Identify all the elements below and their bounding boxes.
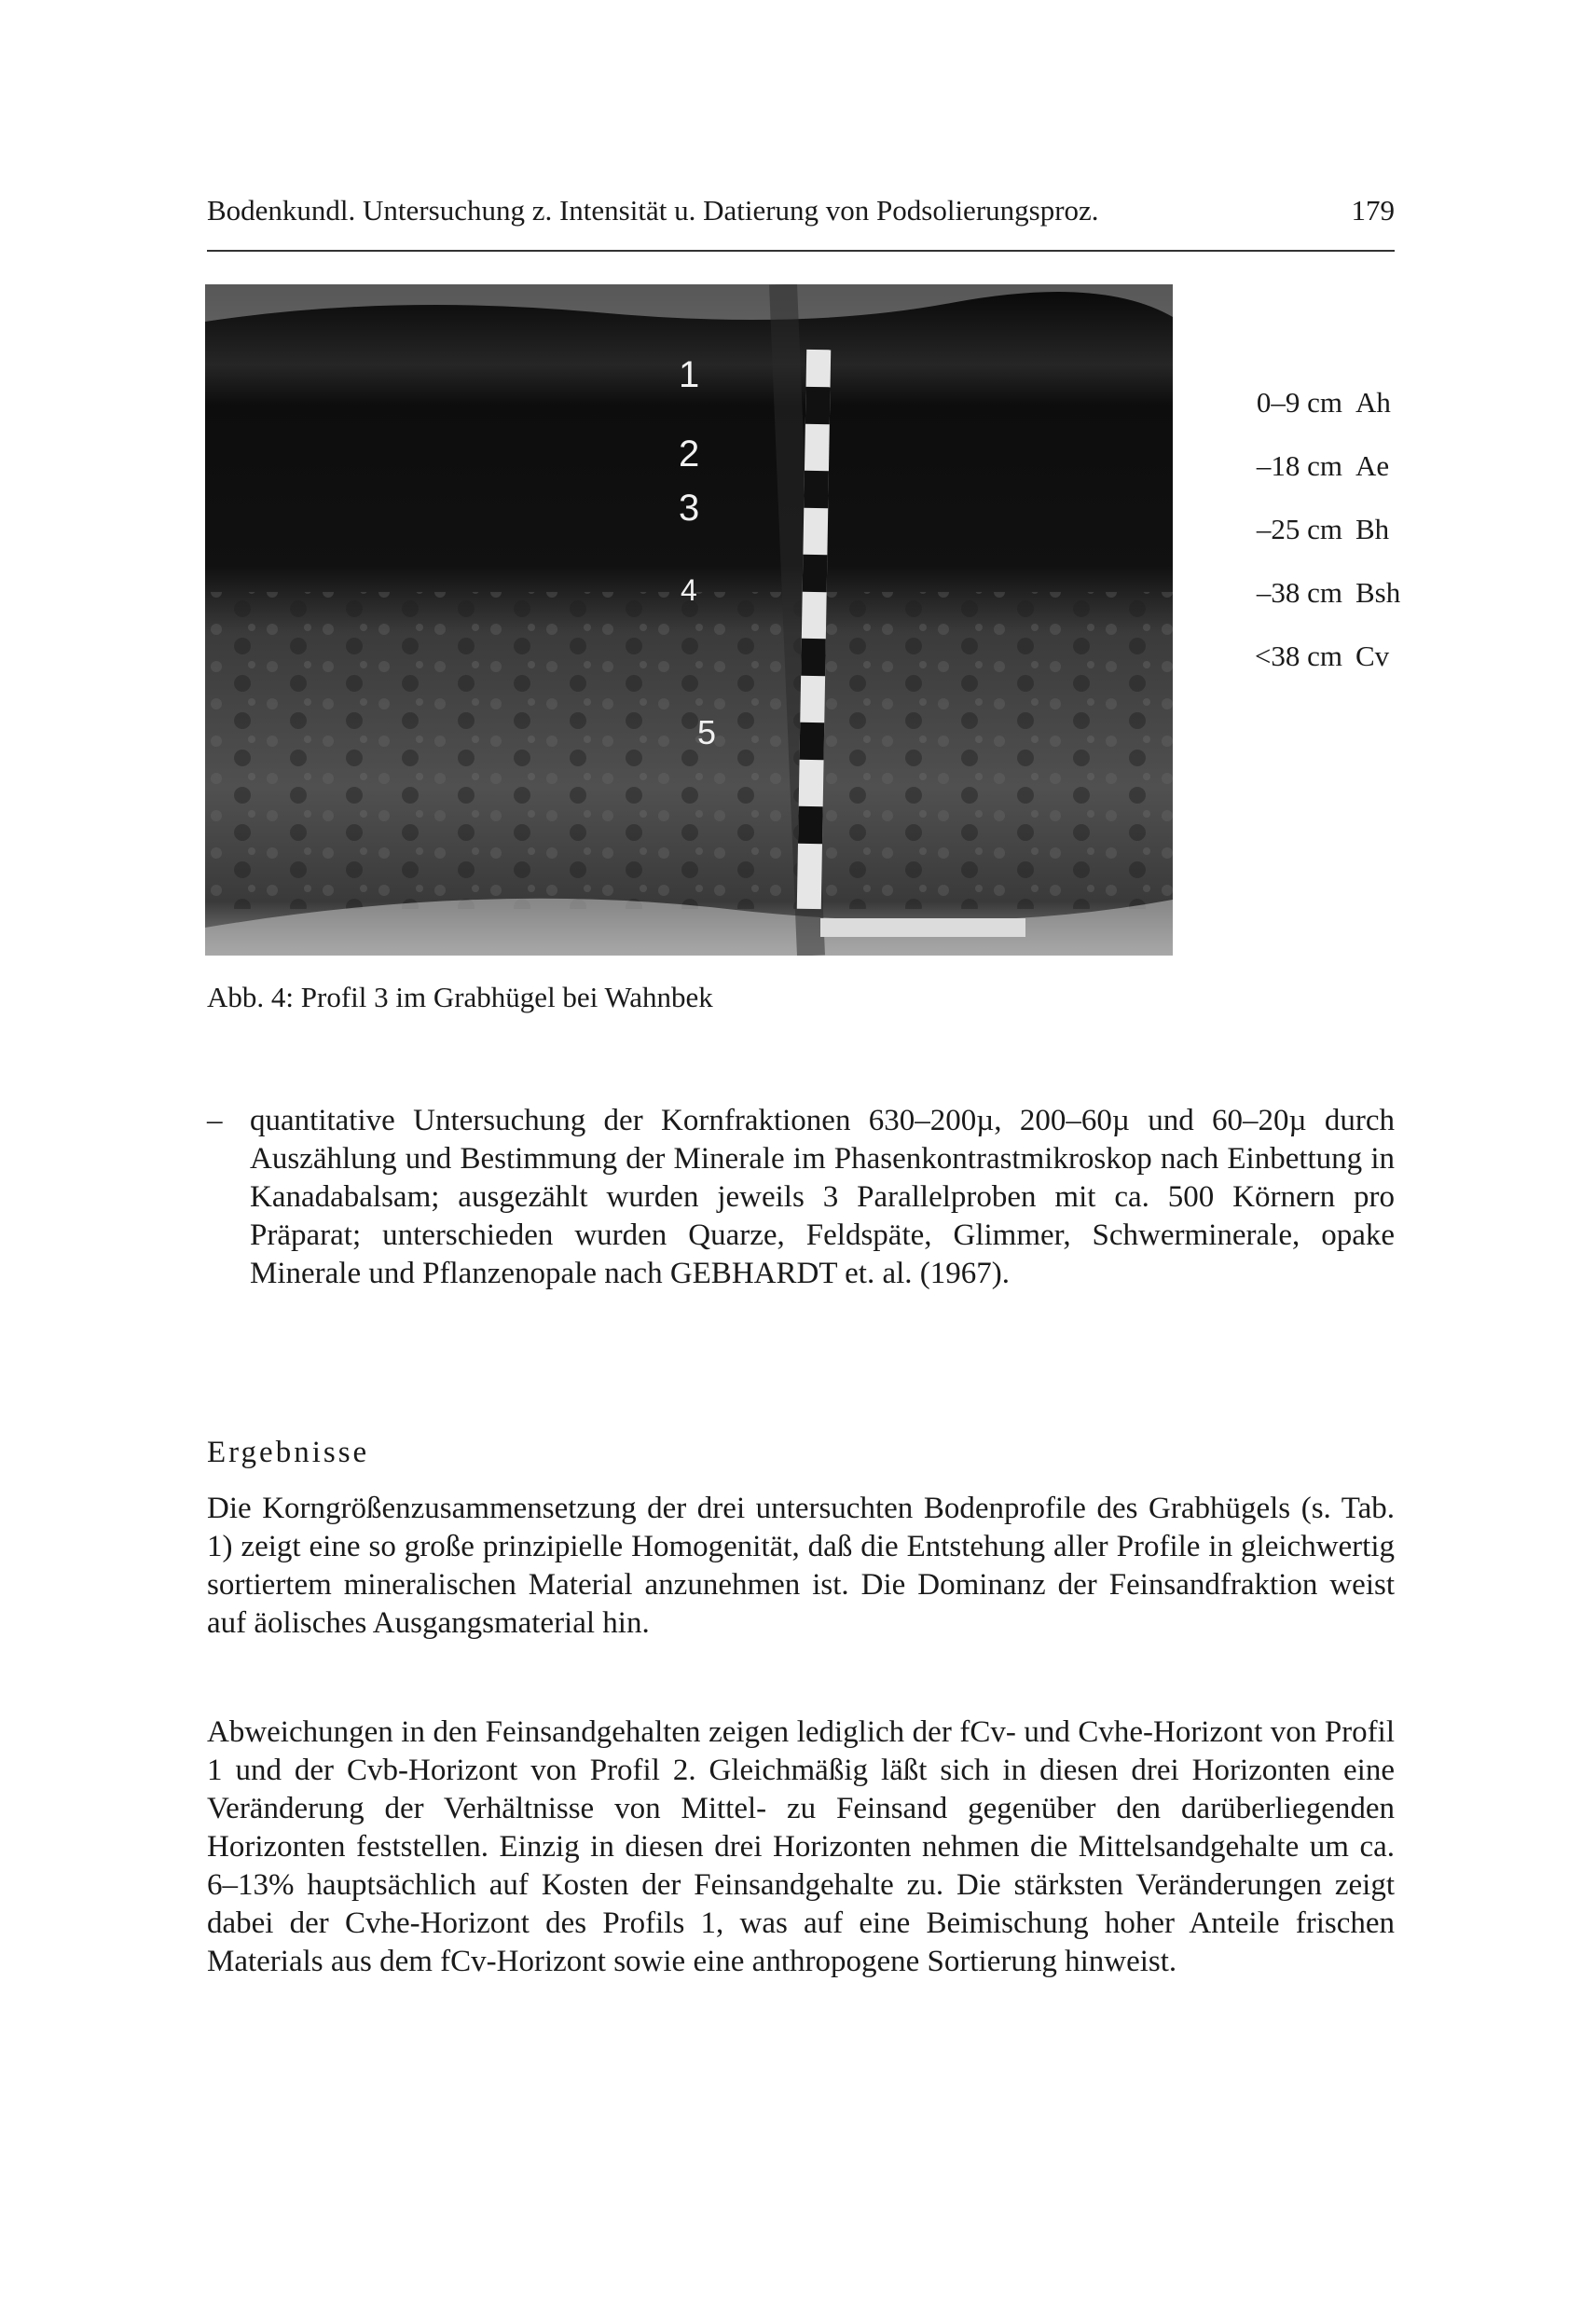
- horizon-depth: <38 cm: [1254, 640, 1342, 672]
- results-paragraph-1: Die Korngrößenzusammensetzung der drei untersuchten Bodenprofile des Grabhügels (s. Tab. 1) zeigt eine so große prinzipielle Homogenität, daß die Entstehung aller Profile in gleichwertig sortiertem mineralischen Material anzunehmen ist. Die Dominanz der Feinsandfraktion weist auf äolisches Ausgangsmaterial hin.: [207, 1492, 1395, 1640]
- running-head-title: Bodenkundl. Untersuchung z. Intensität u. Datierung von Podsolierungsproz.: [207, 194, 1099, 227]
- horizon-label: Ah: [1355, 386, 1391, 419]
- photo-marker-4: 4: [681, 573, 697, 607]
- horizon-label: Bh: [1355, 513, 1390, 545]
- photo-marker-1: 1: [679, 354, 700, 395]
- section-heading: Ergebnisse: [207, 1436, 370, 1469]
- horizon-row-bsh: [1193, 561, 1400, 625]
- horizon-row-cv: [1193, 625, 1400, 688]
- horizon-legend: [1193, 371, 1400, 688]
- horizon-depth: –18 cm: [1256, 449, 1342, 482]
- figure-caption: Abb. 4: Profil 3 im Grabhügel bei Wahnbek: [207, 981, 713, 1013]
- bullet-dash: –: [207, 1104, 223, 1137]
- horizon-label: Ae: [1355, 449, 1390, 482]
- header-rule: [207, 250, 1395, 252]
- method-bullet: [207, 1102, 1395, 1293]
- horizon-row-ah: [1193, 371, 1400, 434]
- horizon-label: Cv: [1355, 640, 1390, 672]
- photo-marker-5: 5: [697, 713, 717, 751]
- horizon-row-ae: [1193, 434, 1400, 498]
- photo-marker-3: 3: [679, 488, 700, 529]
- bullet-text: quantitative Untersuchung der Kornfraktionen 630–200µ, 200–60µ und 60–20µ durch Auszählung und Bestimmung der Minerale im Phasenkontrastmikroskop nach Einbettung in Kanadabalsam; ausgezählt wurden jeweils 3 Parallelproben mit ca. 500 Körnern pro Präparat; unterschieden wurden Quarze, Feldspäte, Glimmer, Schwerminerale, opake Minerale und Pflanzenopale nach GEBHARDT et. al. (1967).: [250, 1104, 1395, 1290]
- page-number: 179: [1351, 194, 1395, 227]
- horizon-depth: –25 cm: [1256, 513, 1342, 545]
- photo-marker-2: 2: [679, 434, 700, 475]
- soil-profile-photo: [205, 284, 1173, 956]
- running-head: [207, 194, 1395, 227]
- horizon-label: Bsh: [1355, 576, 1401, 609]
- horizon-depth: –38 cm: [1256, 576, 1342, 609]
- results-paragraph-2: Abweichungen in den Feinsandgehalten zeigen lediglich der fCv- und Cvhe-Horizont von Profil 1 und der Cvb-Horizont von Profil 2. Gleichmäßig läßt sich in diesen drei Horizonten eine Veränderung der Verhältnisse von Mittel- zu Feinsand gegenüber den darüberliegenden Horizonten feststellen. Einzig in diesen drei Horizonten nehmen die Mittelsandgehalte um ca. 6–13% hauptsächlich auf Kosten der Feinsandgehalte zu. Die stärksten Veränderungen zeigt dabei der Cvhe-Horizont des Profils 1, was auf eine Beimischung hoher Anteile frischen Materials aus dem fCv-Horizont sowie eine anthropogene Sortierung hinweist.: [207, 1715, 1395, 1978]
- horizon-depth: 0–9 cm: [1256, 386, 1342, 419]
- horizon-row-bh: [1193, 498, 1400, 561]
